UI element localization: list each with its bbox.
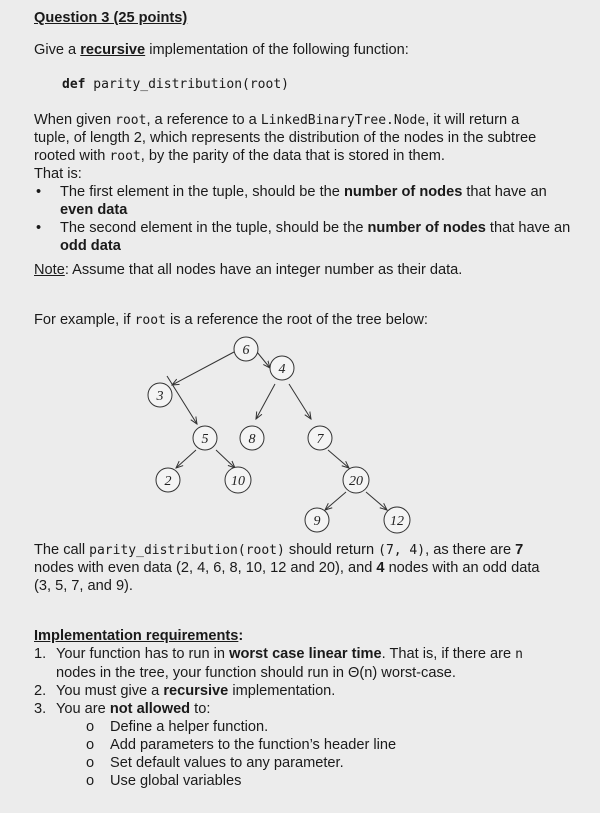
implementation-heading: Implementation requirements: xyxy=(34,628,244,644)
description-line-3: rooted with root, by the parity of the data that is stored in them. xyxy=(34,148,445,164)
restriction-item: o Set default values to any parameter. xyxy=(86,755,344,771)
edge-4-8 xyxy=(256,384,275,419)
description-line-1: When given root, a reference to a LinkedBinaryTree.Node, it will return a xyxy=(34,112,520,128)
tree-node-label: 5 xyxy=(201,432,209,447)
edge-6-3 xyxy=(172,352,234,385)
edge-4-7 xyxy=(289,384,311,419)
that-is-label: That is: xyxy=(34,166,82,182)
tree-node-label: 8 xyxy=(248,432,256,447)
requirement-item: 1. Your function has to run in worst case linear time. That is, if there are n nodes in the tree, your function should run in Θ(n) worst-case. xyxy=(34,646,523,681)
tree-node-label: 3 xyxy=(156,389,164,404)
requirement-item: 3. You are not allowed to: o Define a helper function. o Add parameters to the function’s header line o Set default values to any parameter. o Use global variables xyxy=(34,700,574,790)
requirement-item: 2. You must give a recursive implementation. xyxy=(34,683,336,699)
intro-text: Give a recursive implementation of the following function: xyxy=(34,42,409,58)
tree-node-label: 12 xyxy=(390,514,404,529)
tree-node-label: 9 xyxy=(313,514,321,529)
tree-node-label: 4 xyxy=(278,362,286,377)
description-line-2: tuple, of length 2, which represents the distribution of the nodes in the subtree xyxy=(34,130,537,146)
question-heading: Question 3 (25 points) xyxy=(34,10,188,26)
bullet-even: • The first element in the tuple, should be the number of nodes that have an even data xyxy=(36,184,547,218)
result-line-1: The call parity_distribution(root) should return (7, 4), as there are 7 xyxy=(34,542,524,558)
example-intro: For example, if root is a reference the root of the tree below: xyxy=(34,312,428,328)
tree-node-label: 2 xyxy=(164,474,172,489)
result-line-3: (3, 5, 7, and 9). xyxy=(34,578,133,594)
note-text: Note: Assume that all nodes have an integer number as their data. xyxy=(34,262,463,278)
edge-20-9 xyxy=(325,492,346,510)
edge-3-5 xyxy=(167,376,197,424)
tree-node-label: 6 xyxy=(242,343,250,358)
edge-6-4 xyxy=(257,352,270,368)
restriction-item: o Add parameters to the function’s header line xyxy=(86,737,397,753)
restrictions-list xyxy=(56,718,574,790)
edge-7-20 xyxy=(328,450,349,468)
function-signature: def parity_distribution(root) xyxy=(62,77,289,92)
restriction-item: o Define a helper function. xyxy=(86,719,269,735)
edge-20-12 xyxy=(366,492,387,510)
tree-node-label: 10 xyxy=(231,474,245,489)
edge-5-2 xyxy=(176,450,196,468)
requirements-list xyxy=(34,645,574,790)
result-line-2: nodes with even data (2, 4, 6, 8, 10, 12 and 20), and 4 nodes with an odd data xyxy=(34,560,540,576)
restriction-item: o Use global variables xyxy=(86,773,242,789)
edge-5-10 xyxy=(216,450,235,468)
tree-node-label: 7 xyxy=(316,432,324,447)
tree-node-label: 20 xyxy=(349,474,363,489)
bullet-odd: • The second element in the tuple, should be the number of nodes that have an odd data xyxy=(36,220,571,254)
